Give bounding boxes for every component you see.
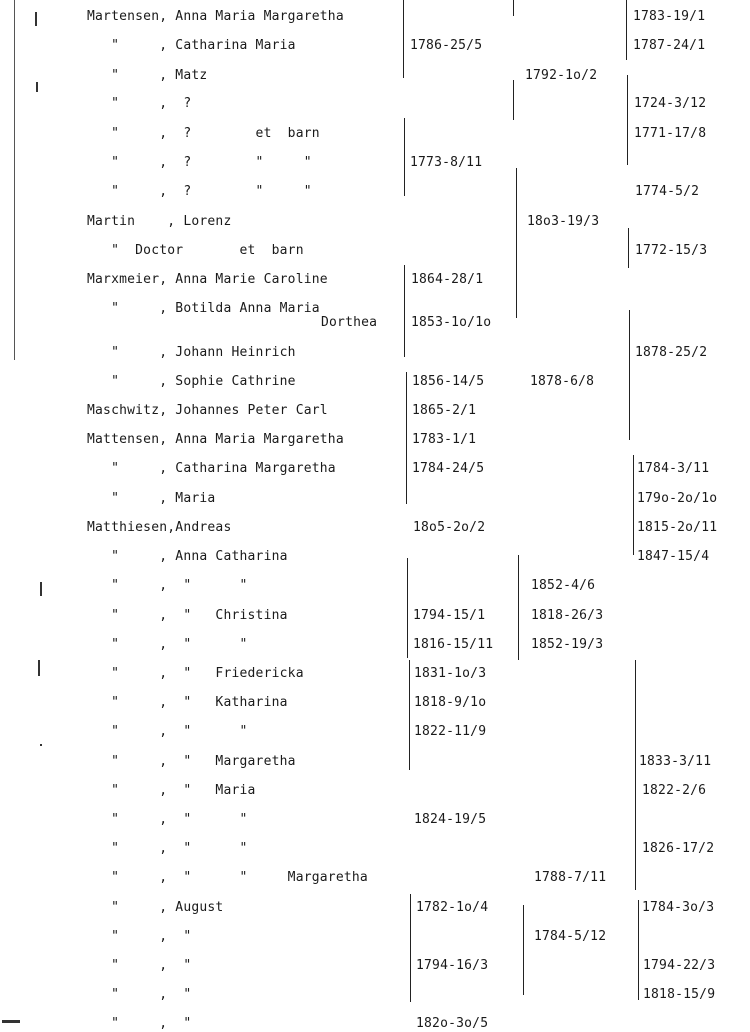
- entry-name: " , Sophie Cathrine: [87, 374, 296, 389]
- column-rule-3g: [638, 900, 639, 1000]
- entry-name: " , August: [87, 900, 224, 915]
- date-col-3: 1878-25/2: [635, 345, 708, 360]
- column-rule-2c: [516, 168, 517, 318]
- column-rule-1f: [409, 660, 410, 770]
- column-rule-1d: [406, 372, 407, 504]
- date-col-1: 1824-19/5: [414, 812, 487, 827]
- date-col-1: 1794-15/1: [413, 608, 486, 623]
- date-col-3: 1794-22/3: [643, 958, 716, 973]
- column-rule-1e: [407, 558, 408, 658]
- date-col-2: 1792-1o/2: [525, 68, 598, 83]
- margin-mark: [40, 582, 42, 596]
- entry-name: " , " Maria: [87, 783, 256, 798]
- entry-name: " , ? et barn: [87, 126, 320, 141]
- margin-mark: [38, 660, 40, 676]
- entry-name: " , Matz: [87, 68, 208, 83]
- date-col-1: 1773-8/11: [410, 155, 483, 170]
- entry-name: " , " Christina: [87, 608, 288, 623]
- date-col-1: 1822-11/9: [414, 724, 487, 739]
- date-col-3: 1787-24/1: [633, 38, 706, 53]
- column-rule-1a: [403, 0, 404, 78]
- entry-name: " , Maria: [87, 491, 216, 506]
- entry-name: " , Catharina Margaretha: [87, 461, 336, 476]
- date-col-2: 1788-7/11: [534, 870, 607, 885]
- entry-name: " , Anna Catharina: [87, 549, 288, 564]
- entry-name: " , Johann Heinrich: [87, 345, 296, 360]
- entry-name: Mattensen, Anna Maria Margaretha: [87, 432, 344, 447]
- date-col-1: 1783-1/1: [412, 432, 477, 447]
- date-col-3: 1771-17/8: [634, 126, 707, 141]
- date-col-2: 1818-26/3: [531, 608, 604, 623]
- column-rule-2e: [523, 905, 524, 995]
- margin-mark: [40, 744, 42, 746]
- column-rule-3d: [629, 310, 630, 440]
- date-col-1: 1786-25/5: [410, 38, 483, 53]
- column-rule-3b: [627, 75, 628, 165]
- column-rule-3e: [633, 455, 634, 555]
- entry-name: " , " " Margaretha: [87, 870, 368, 885]
- entry-name: " , " ": [87, 812, 248, 827]
- column-rule-1g: [410, 894, 411, 1002]
- date-col-1: 1853-1o/1o: [411, 315, 492, 330]
- column-rule-1b: [404, 118, 405, 196]
- entry-name: " , " Margaretha: [87, 754, 296, 769]
- entry-name: " , " Katharina: [87, 695, 288, 710]
- date-col-1: 1831-1o/3: [414, 666, 487, 681]
- date-col-2: 1852-19/3: [531, 637, 604, 652]
- date-col-3: 179o-2o/1o: [637, 491, 718, 506]
- entry-name: " , Botilda Anna Maria: [87, 301, 320, 316]
- column-rule-2a: [513, 0, 514, 16]
- entry-name: " , " ": [87, 637, 248, 652]
- entry-name: Martensen, Anna Maria Margaretha: [87, 9, 344, 24]
- entry-name-continued: Dorthea: [321, 315, 378, 330]
- date-col-3: 1833-3/11: [639, 754, 712, 769]
- entry-name: " , " ": [87, 578, 248, 593]
- column-rule-2b: [513, 80, 514, 120]
- entry-name: Martin , Lorenz: [87, 214, 232, 229]
- column-rule-3a: [626, 0, 627, 60]
- date-col-3: 1826-17/2: [642, 841, 715, 856]
- entry-name: " , " ": [87, 724, 248, 739]
- date-col-3: 1784-3/11: [637, 461, 710, 476]
- date-col-3: 1724-3/12: [634, 96, 707, 111]
- date-col-1: 1794-16/3: [416, 958, 489, 973]
- date-col-3: 1774-5/2: [635, 184, 700, 199]
- date-col-3: 1847-15/4: [637, 549, 710, 564]
- date-col-2: 18o3-19/3: [527, 214, 600, 229]
- date-col-1: 1782-1o/4: [416, 900, 489, 915]
- margin-mark: [14, 0, 15, 360]
- date-col-3: 1772-15/3: [635, 243, 708, 258]
- column-rule-1c: [404, 265, 405, 357]
- date-col-1: 18o5-2o/2: [413, 520, 486, 535]
- entry-name: " , " Friedericka: [87, 666, 304, 681]
- date-col-2: 1784-5/12: [534, 929, 607, 944]
- entry-name: " , ": [87, 1016, 192, 1031]
- entry-name: " , Catharina Maria: [87, 38, 296, 53]
- column-rule-2d: [518, 555, 519, 660]
- entry-name: " , ": [87, 929, 192, 944]
- date-col-3: 1822-2/6: [642, 783, 707, 798]
- date-col-3: 1784-3o/3: [642, 900, 715, 915]
- date-col-2: 1852-4/6: [531, 578, 596, 593]
- entry-name: Matthiesen,Andreas: [87, 520, 232, 535]
- entry-name: " Doctor et barn: [87, 243, 304, 258]
- date-col-3: 1818-15/9: [643, 987, 716, 1002]
- entry-name: " , ? " ": [87, 155, 312, 170]
- entry-name: " , ": [87, 958, 192, 973]
- margin-mark: [35, 12, 37, 26]
- date-col-3: 1783-19/1: [633, 9, 706, 24]
- date-col-1: 1865-2/1: [412, 403, 477, 418]
- column-rule-3c: [628, 228, 629, 268]
- entry-name: " , ? " ": [87, 184, 312, 199]
- entry-name: " , " ": [87, 841, 248, 856]
- date-col-1: 1864-28/1: [411, 272, 484, 287]
- date-col-2: 1878-6/8: [530, 374, 595, 389]
- entry-name: Marxmeier, Anna Marie Caroline: [87, 272, 328, 287]
- date-col-1: 1818-9/1o: [414, 695, 487, 710]
- date-col-1: 1816-15/11: [413, 637, 494, 652]
- entry-name: Maschwitz, Johannes Peter Carl: [87, 403, 328, 418]
- entry-name: " , ?: [87, 96, 192, 111]
- entry-name: " , ": [87, 987, 192, 1002]
- date-col-1: 182o-3o/5: [416, 1016, 489, 1031]
- margin-mark: [2, 1020, 20, 1023]
- date-col-1: 1856-14/5: [412, 374, 485, 389]
- date-col-3: 1815-2o/11: [637, 520, 718, 535]
- date-col-1: 1784-24/5: [412, 461, 485, 476]
- margin-mark: [36, 82, 38, 92]
- column-rule-3f: [635, 660, 636, 890]
